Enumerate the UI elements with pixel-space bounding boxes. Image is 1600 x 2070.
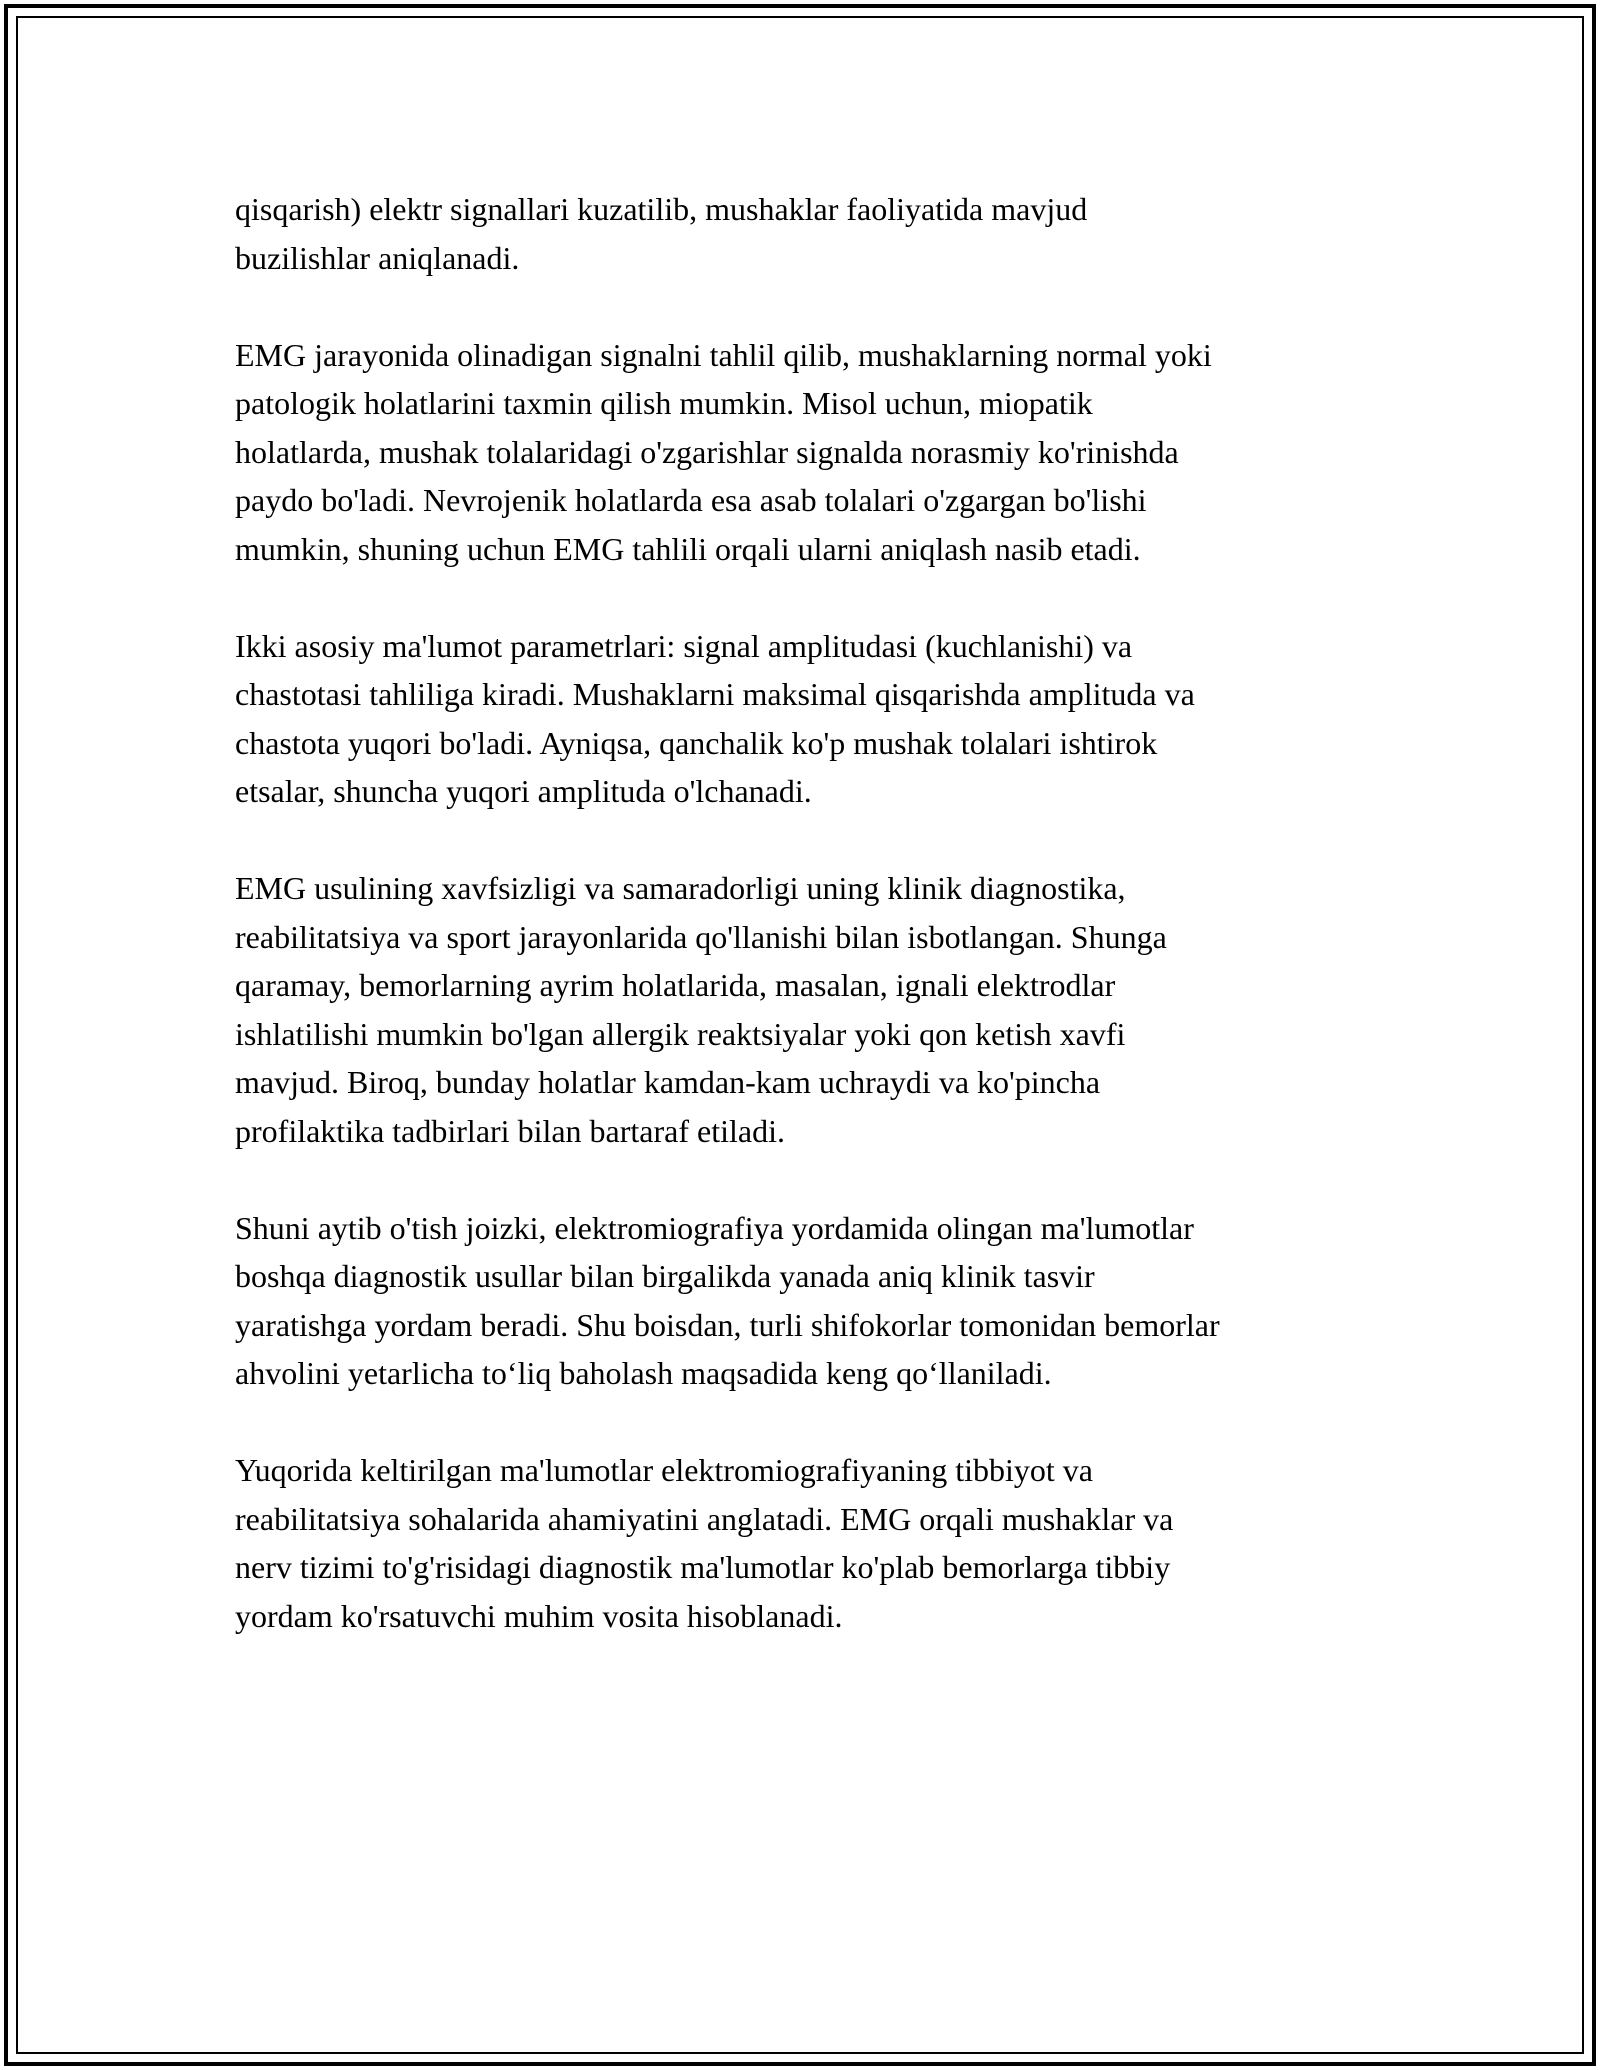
document-body bbox=[235, 185, 1385, 1689]
paragraph-2: EMG jarayonida olinadigan signalni tahlil qilib, mushaklarning normal yoki patologik holatlarini taxmin qilish mumkin. Misol uchun, miopatik holatlarda, mushak tolalaridagi o'zgarishlar signalda norasmiy ko'rinishda paydo bo'ladi. Nevrojenik holatlarda esa asab tolalari o'zgargan bo'lishi mumkin, shuning uchun EMG tahlili orqali ularni aniqlash nasib etadi. bbox=[235, 336, 1212, 567]
paragraph-1: qisqarish) elektr signallari kuzatilib, mushaklar faoliyatida mavjud buzilishlar aniqlanadi. bbox=[235, 191, 1088, 276]
paragraph-4: EMG usulining xavfsizligi va samaradorligi uning klinik diagnostika, reabilitatsiya va sport jarayonlarida qo'llanishi bilan isbotlangan. Shunga qaramay, bemorlarning ayrim holatlarida, masalan, ignali elektrodlar ishlatilishi mumkin bo'lgan allergik reaktsiyalar yoki qon ketish xavfi mavjud. Biroq, bunday holatlar kamdan-kam uchraydi va ko'pincha profilaktika tadbirlari bilan bartaraf etiladi. bbox=[235, 870, 1167, 1149]
paragraph-3: Ikki asosiy ma'lumot parametrlari: signal amplitudasi (kuchlanishi) va chastotasi tahliliga kiradi. Mushaklarni maksimal qisqarishda amplituda va chastota yuqori bo'ladi. Ayniqsa, qanchalik ko'p mushak tolalari ishtirok etsalar, shuncha yuqori amplituda o'lchanadi. bbox=[235, 627, 1195, 809]
paragraph-6: Yuqorida keltirilgan ma'lumotlar elektromiografiyaning tibbiyot va reabilitatsiya sohalarida ahamiyatini anglatadi. EMG orqali mushaklar va nerv tizimi to'g'risidagi diagnostik ma'lumotlar ko'plab bemorlarga tibbiy yordam ko'rsatuvchi muhim vosita hisoblanadi. bbox=[235, 1452, 1174, 1634]
paragraph-5: Shuni aytib o'tish joizki, elektromiografiya yordamida olingan ma'lumotlar boshqa diagnostik usullar bilan birgalikda yanada aniq klinik tasvir yaratishga yordam beradi. Shu boisdan, turli shifokorlar tomonidan bemorlar ahvolini yetarlicha to‘liq baholash maqsadida keng qo‘llaniladi. bbox=[235, 1209, 1220, 1391]
